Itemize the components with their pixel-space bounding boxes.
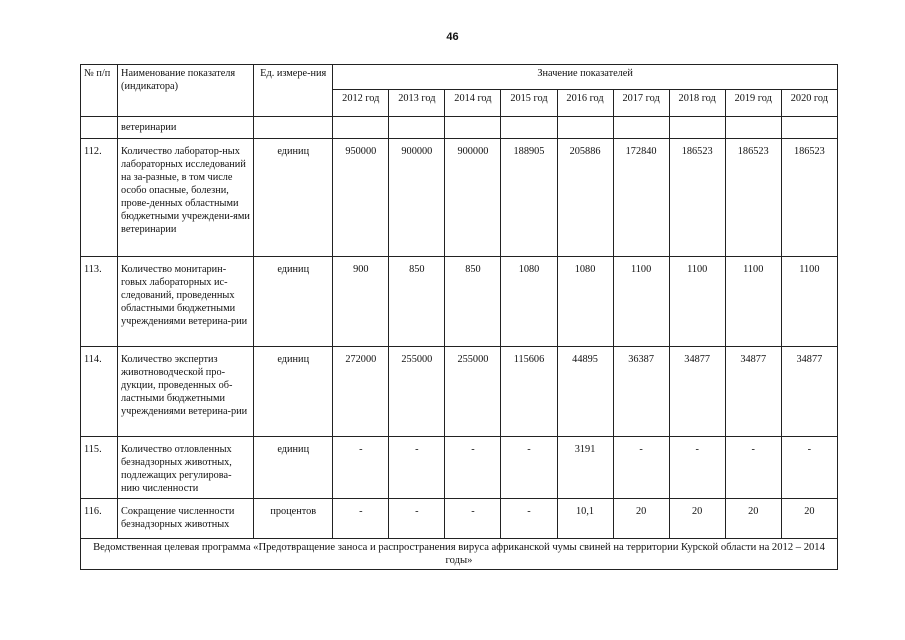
value-cell: 34877: [781, 347, 837, 437]
value-cell: -: [501, 499, 557, 539]
value-cell: 850: [389, 257, 445, 347]
unit-cell: единиц: [254, 139, 333, 257]
header-year: 2012 год: [333, 90, 389, 117]
header-num: № п/п: [81, 65, 118, 117]
value-cell: -: [781, 437, 837, 499]
page-number: 46: [446, 31, 459, 43]
unit-cell: процентов: [254, 499, 333, 539]
continuation-num-cell: [81, 117, 118, 139]
value-cell: -: [333, 437, 389, 499]
value-cell: 900: [333, 257, 389, 347]
row-number: 116.: [81, 499, 118, 539]
value-cell: 1100: [669, 257, 725, 347]
value-cell: -: [445, 437, 501, 499]
value-cell: 1100: [613, 257, 669, 347]
table-row: [81, 257, 838, 347]
row-number: 115.: [81, 437, 118, 499]
value-cell: 186523: [725, 139, 781, 257]
header-name: Наименование показателя (индикатора): [118, 65, 254, 117]
value-cell: -: [389, 499, 445, 539]
value-cell: -: [389, 437, 445, 499]
header-year: 2015 год: [501, 90, 557, 117]
value-cell: 3191: [557, 437, 613, 499]
value-cell: -: [725, 437, 781, 499]
header-year: 2018 год: [669, 90, 725, 117]
header-values-group: Значение показателей: [333, 65, 838, 90]
continuation-name: ветеринарии: [118, 117, 254, 139]
header-year: 2017 год: [613, 90, 669, 117]
indicator-name: Количество отловленных безнадзорных животных, подлежащих регулирова-нию численности: [118, 437, 254, 499]
indicator-name: Количество экспертиз животноводческой про-дукции, проведенных об-ластными бюджетными учреждениями ветерина-рии: [118, 347, 254, 437]
value-cell: 36387: [613, 347, 669, 437]
value-cell: 115606: [501, 347, 557, 437]
program-title: Ведомственная целевая программа «Предотвращение заноса и распространения вируса африканской чумы свиней на территории Курской области на 2012 – 2014 годы»: [81, 539, 838, 570]
value-cell: 255000: [389, 347, 445, 437]
value-cell: 186523: [781, 139, 837, 257]
unit-cell: единиц: [254, 257, 333, 347]
value-cell: 900000: [445, 139, 501, 257]
value-cell: 950000: [333, 139, 389, 257]
value-cell: -: [501, 437, 557, 499]
value-cell: 34877: [725, 347, 781, 437]
row-number: 113.: [81, 257, 118, 347]
footer-row: [81, 539, 838, 570]
value-cell: 44895: [557, 347, 613, 437]
value-cell: 172840: [613, 139, 669, 257]
value-cell: 205886: [557, 139, 613, 257]
value-cell: -: [669, 437, 725, 499]
header-year: 2016 год: [557, 90, 613, 117]
value-cell: 1080: [501, 257, 557, 347]
indicator-name: Сокращение численности безнадзорных животных: [118, 499, 254, 539]
table-row: [81, 499, 838, 539]
value-cell: 10,1: [557, 499, 613, 539]
header-unit: Ед. измере-ния: [254, 65, 333, 117]
indicator-name: Количество монитарин-говых лабораторных ис-следований, проведенных областными бюджетными учреждениями ветерина-рии: [118, 257, 254, 347]
table-row: [81, 139, 838, 257]
value-cell: 188905: [501, 139, 557, 257]
indicator-name: Количество лаборатор-ных лабораторных исследований на за-разные, в том числе особо опасные, болезни, прове-денных областными бюджетными учреждени-ями ветеринарии: [118, 139, 254, 257]
value-cell: 186523: [669, 139, 725, 257]
value-cell: 1100: [725, 257, 781, 347]
value-cell: 20: [669, 499, 725, 539]
header-year: 2014 год: [445, 90, 501, 117]
row-number: 114.: [81, 347, 118, 437]
continuation-row: [81, 117, 838, 139]
table-row: [81, 347, 838, 437]
indicators-table: [80, 64, 838, 570]
value-cell: -: [445, 499, 501, 539]
value-cell: 20: [781, 499, 837, 539]
value-cell: 34877: [669, 347, 725, 437]
value-cell: 1100: [781, 257, 837, 347]
value-cell: 272000: [333, 347, 389, 437]
table-row: [81, 437, 838, 499]
value-cell: -: [333, 499, 389, 539]
unit-cell: единиц: [254, 347, 333, 437]
value-cell: 20: [725, 499, 781, 539]
header-year: 2019 год: [725, 90, 781, 117]
value-cell: 900000: [389, 139, 445, 257]
unit-cell: единиц: [254, 437, 333, 499]
value-cell: 1080: [557, 257, 613, 347]
value-cell: 20: [613, 499, 669, 539]
row-number: 112.: [81, 139, 118, 257]
value-cell: -: [613, 437, 669, 499]
header-row-top: [81, 65, 838, 90]
header-year: 2013 год: [389, 90, 445, 117]
value-cell: 850: [445, 257, 501, 347]
value-cell: 255000: [445, 347, 501, 437]
header-year: 2020 год: [781, 90, 837, 117]
